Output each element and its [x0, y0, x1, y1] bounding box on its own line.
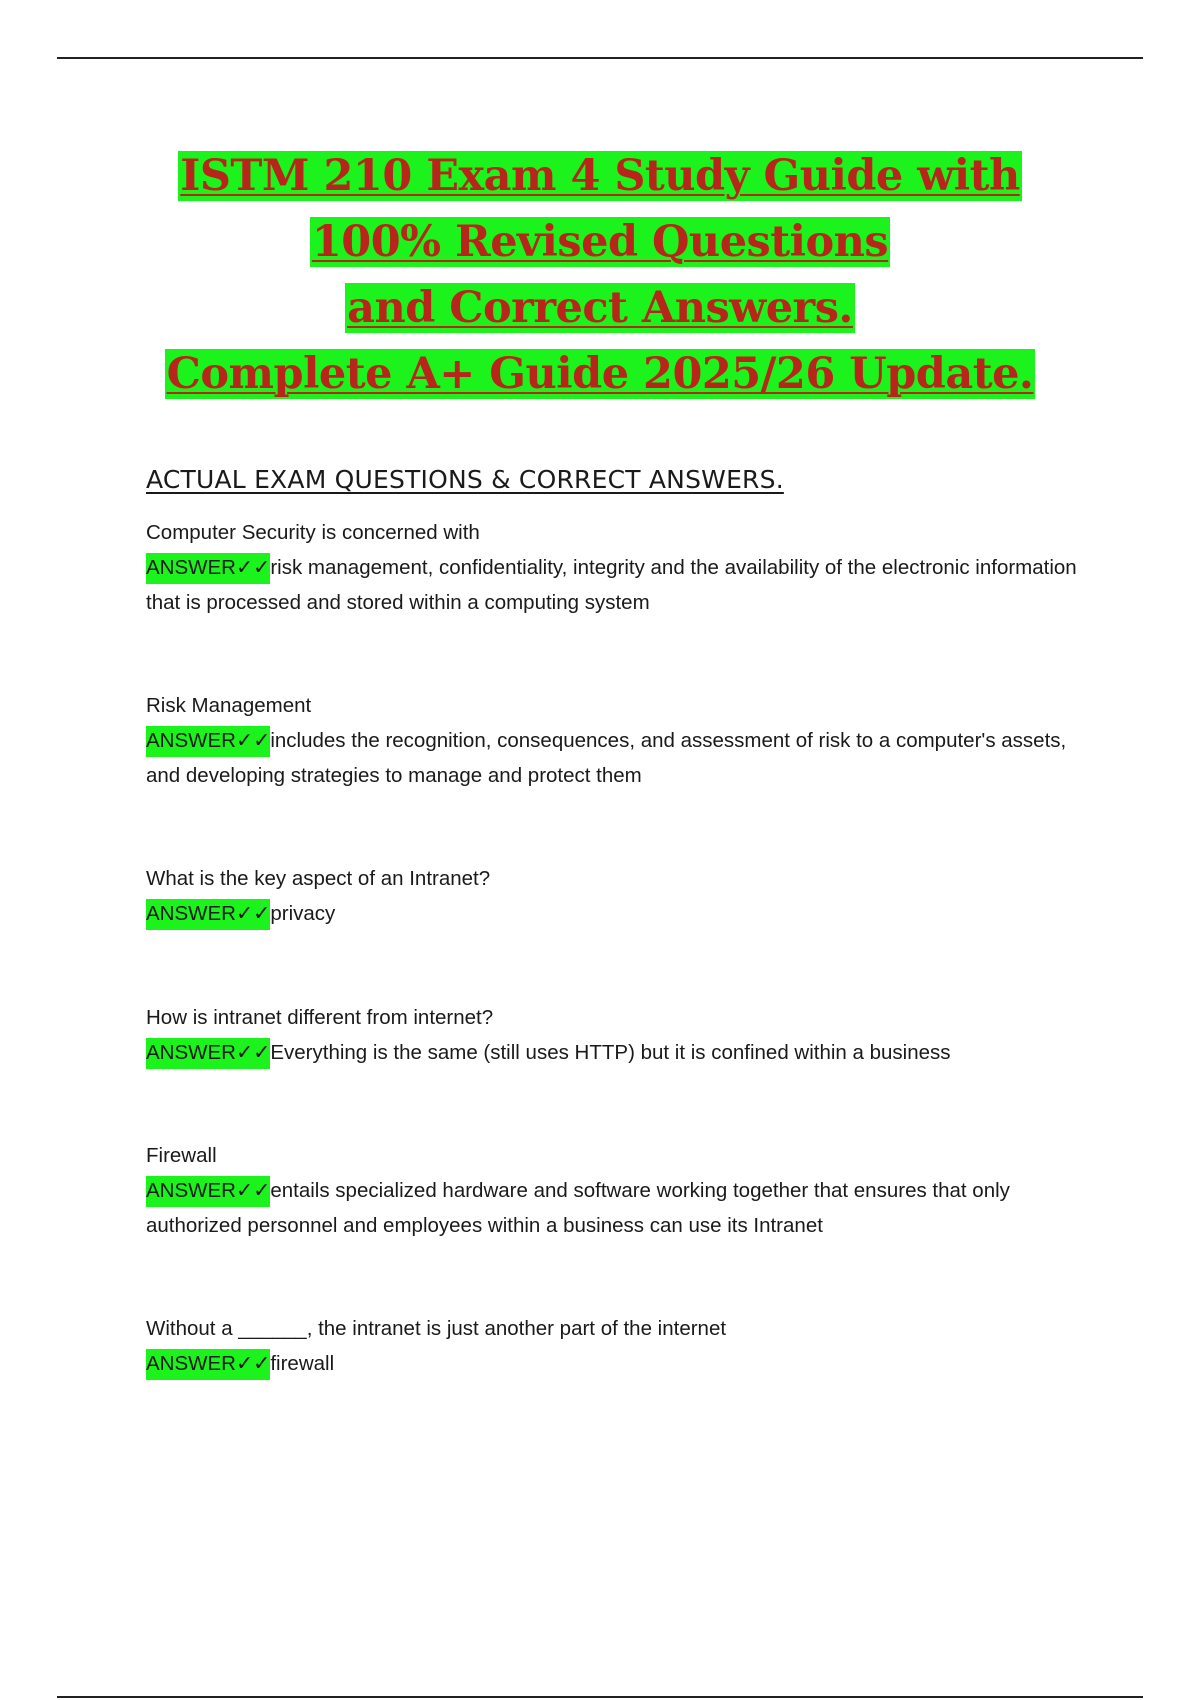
answer-badge: ANSWER✓✓: [146, 1038, 270, 1069]
qa-item-intranet-vs-internet: [146, 1000, 1106, 1070]
answer-badge: ANSWER✓✓: [146, 553, 270, 584]
question-text: What is the key aspect of an Intranet?: [146, 867, 491, 890]
document-title: [0, 143, 1200, 407]
answer-badge: ANSWER✓✓: [146, 1349, 270, 1380]
answer-body: privacy: [270, 902, 336, 925]
question-text: Computer Security is concerned with: [146, 521, 480, 544]
answer-badge: ANSWER✓✓: [146, 899, 270, 930]
answer-text: [146, 1035, 1106, 1070]
answer-body: risk management, confidentiality, integrity and the availability of the electronic information that is processed and stored within a computing system: [146, 556, 1077, 614]
qa-item-without-firewall: [146, 1311, 1106, 1381]
answer-badge: ANSWER✓✓: [146, 726, 270, 757]
bottom-rule: [57, 1696, 1143, 1698]
qa-item-risk-management: [146, 688, 1106, 793]
answer-text: [146, 896, 1106, 931]
qa-item-intranet-key-aspect: [146, 861, 1106, 931]
top-rule: [57, 57, 1143, 59]
qa-item-firewall: [146, 1138, 1106, 1243]
section-heading: ACTUAL EXAM QUESTIONS & CORRECT ANSWERS.: [146, 465, 784, 494]
title-line-4: Complete A+ Guide 2025/26 Update.: [166, 349, 1034, 399]
answer-body: Everything is the same (still uses HTTP) but it is confined within a business: [270, 1041, 951, 1064]
question-text: How is intranet different from internet?: [146, 1006, 494, 1029]
qa-item-computer-security: [146, 515, 1106, 620]
answer-body: entails specialized hardware and software working together that ensures that only authorized personnel and employees within a business can use its Intranet: [146, 1179, 1010, 1237]
answer-text: [146, 1346, 1106, 1381]
answer-text: [146, 1173, 1106, 1243]
question-text: Risk Management: [146, 694, 312, 717]
answer-badge: ANSWER✓✓: [146, 1176, 270, 1207]
answer-body: firewall: [270, 1352, 335, 1375]
question-text: Without a ______, the intranet is just another part of the internet: [146, 1317, 727, 1340]
answer-text: [146, 723, 1106, 793]
title-line-2: 100% Revised Questions: [311, 217, 889, 267]
question-text: Firewall: [146, 1144, 217, 1167]
title-line-3: and Correct Answers.: [347, 283, 853, 333]
answer-text: [146, 550, 1106, 620]
title-line-1: ISTM 210 Exam 4 Study Guide with: [180, 151, 1020, 201]
answer-body: includes the recognition, consequences, and assessment of risk to a computer's assets, and developing strategies to manage and protect them: [146, 729, 1067, 787]
